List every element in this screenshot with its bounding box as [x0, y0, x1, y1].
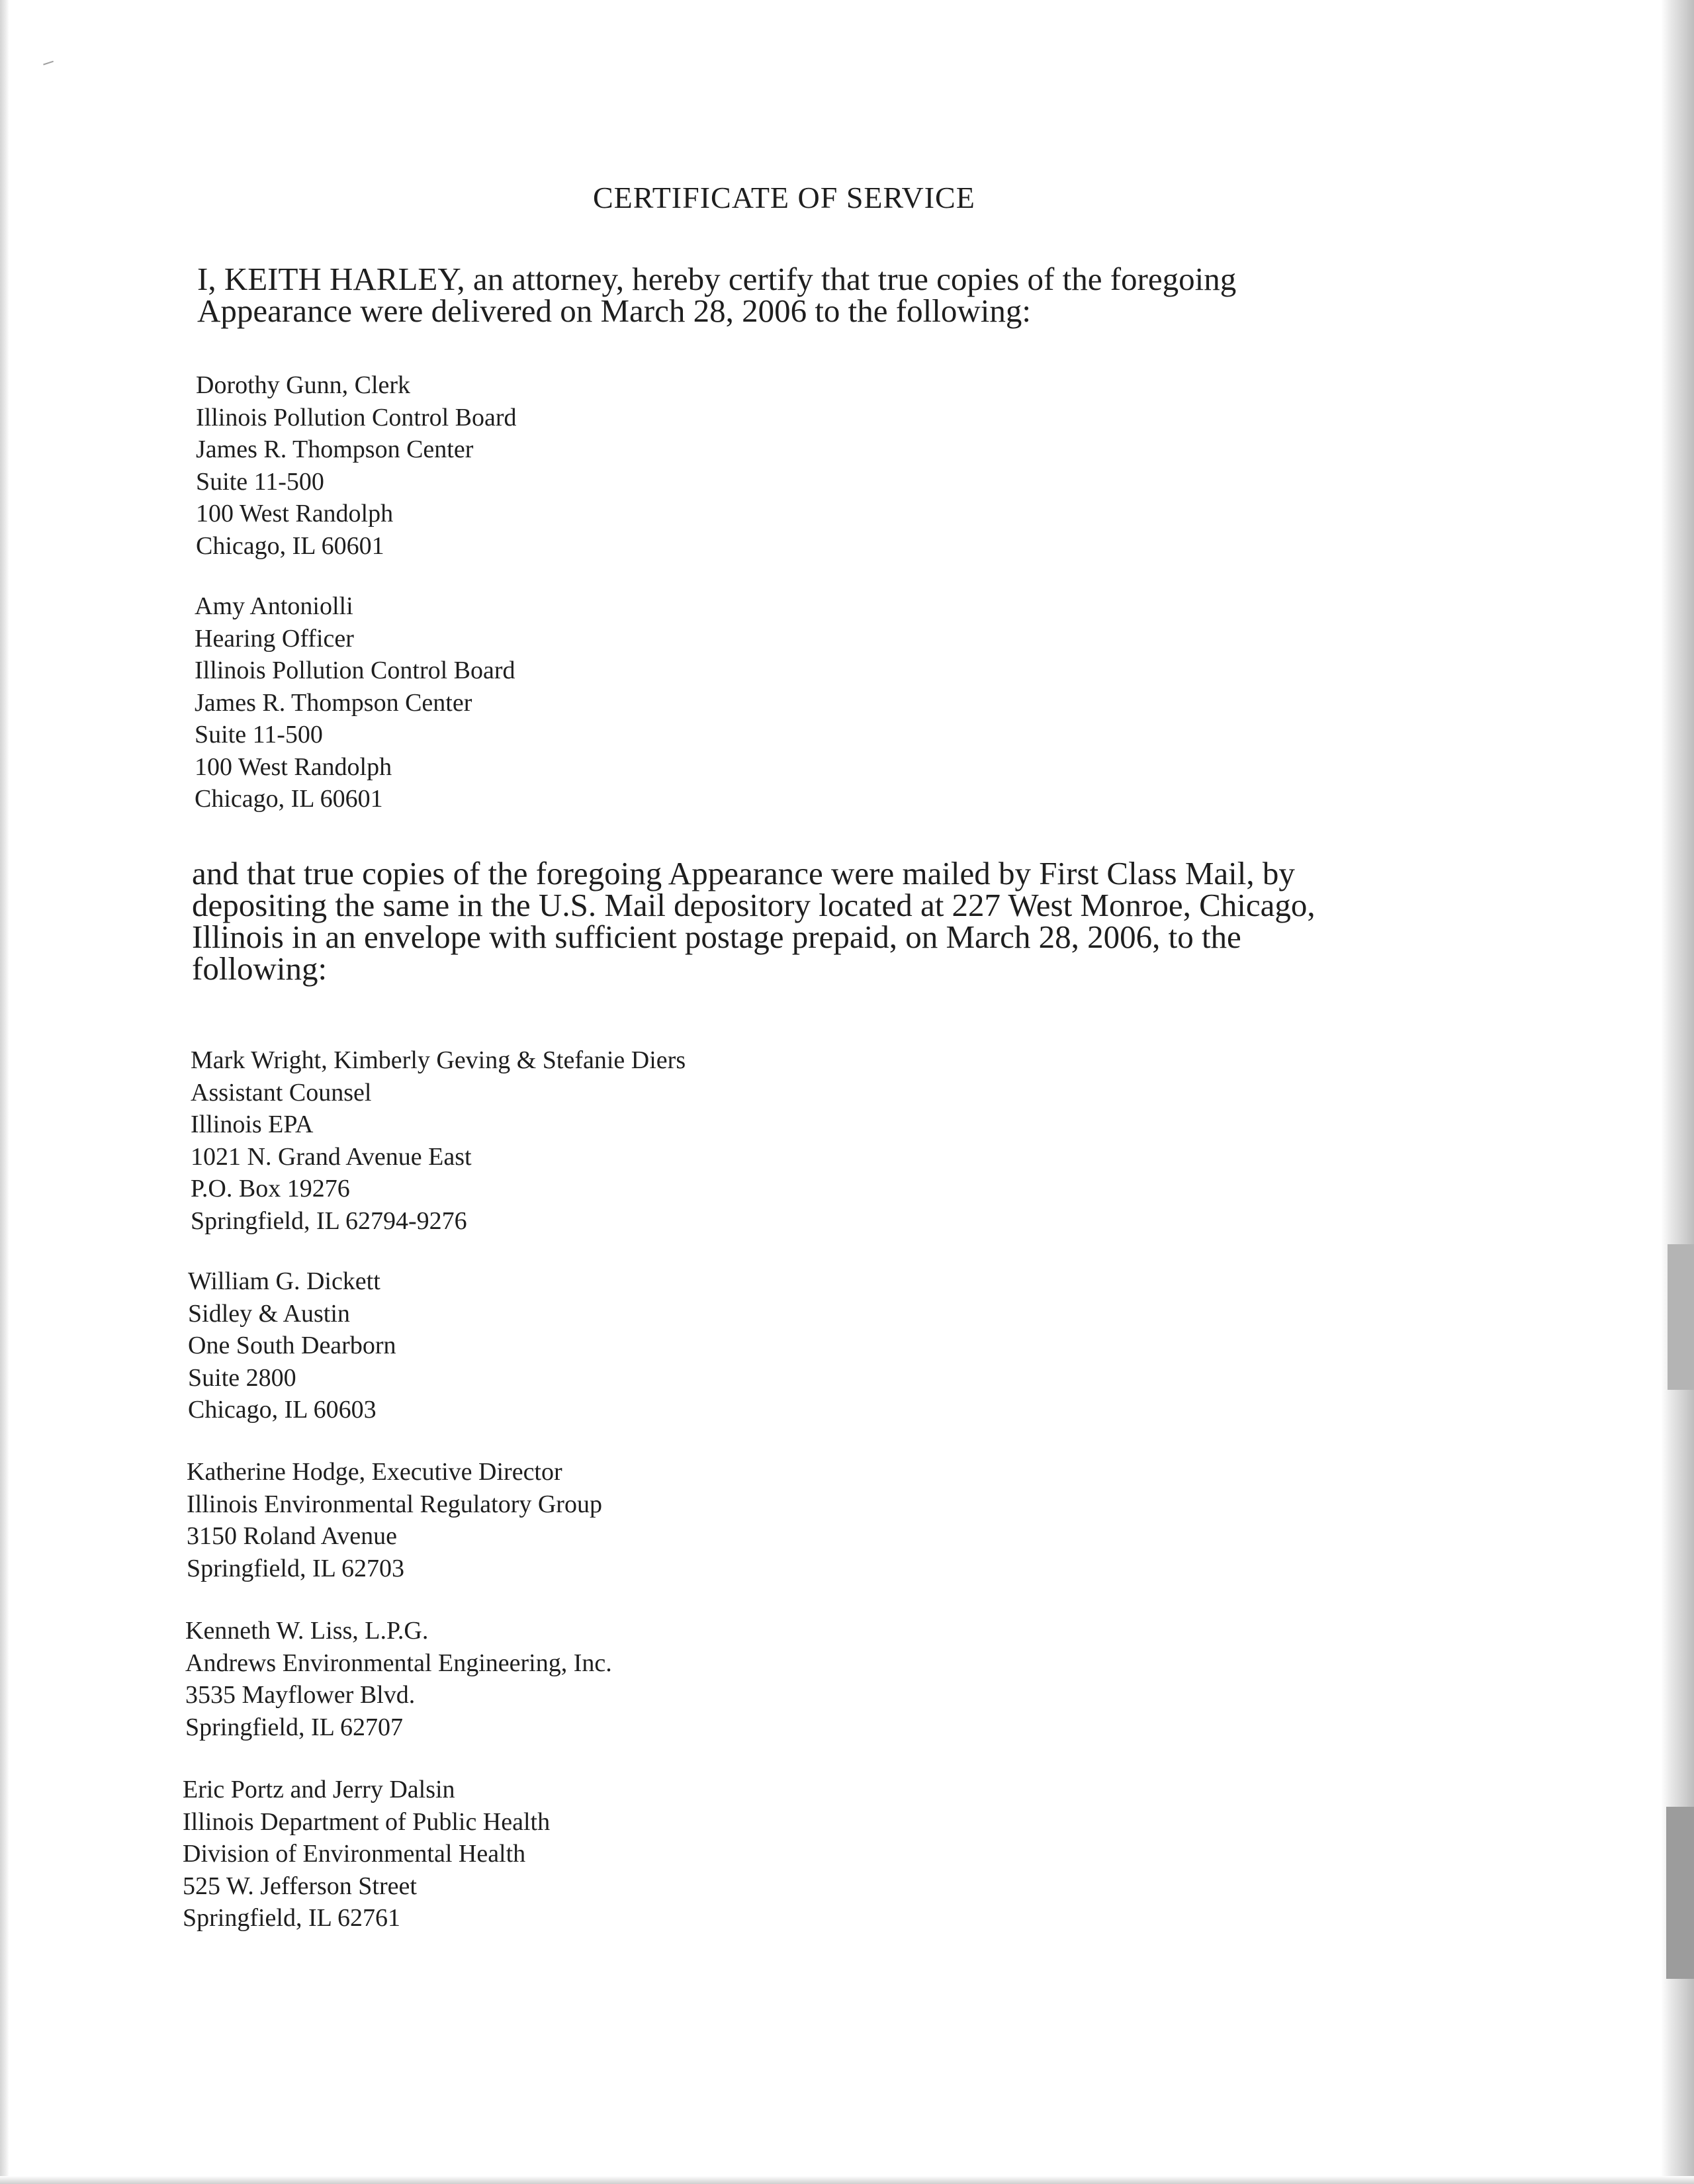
recipient-address-block — [195, 590, 515, 815]
intro-line: I, KEITH HARLEY, an attorney, hereby certify that true copies of the foregoing — [197, 261, 1237, 297]
recipient-address-block — [191, 1044, 686, 1237]
recipient-name: Dorothy Gunn, Clerk — [196, 371, 411, 399]
address-line: P.O. Box 19276 — [191, 1175, 350, 1203]
address-line: 1021 N. Grand Avenue East — [191, 1142, 472, 1171]
address-line: Division of Environmental Health — [183, 1840, 526, 1868]
address-line: Hearing Officer — [195, 624, 354, 653]
address-line: Chicago, IL 60601 — [196, 531, 384, 560]
recipient-name: William G. Dickett — [188, 1267, 380, 1295]
address-line: Assistant Counsel — [191, 1078, 372, 1107]
recipient-name: Kenneth W. Liss, L.P.G. — [185, 1617, 429, 1645]
recipient-name: Mark Wright, Kimberly Geving & Stefanie Diers — [191, 1046, 686, 1074]
address-line: Chicago, IL 60601 — [195, 785, 383, 813]
scan-shadow-mid — [1668, 1244, 1694, 1390]
address-line: Andrews Environmental Engineering, Inc. — [185, 1649, 612, 1677]
mail-paragraph — [192, 855, 1315, 987]
intro-line: Appearance were delivered on March 28, 2006 to the following: — [197, 293, 1031, 329]
address-line: Sidley & Austin — [188, 1299, 350, 1328]
address-line: Illinois Pollution Control Board — [196, 403, 517, 432]
address-line: Illinois EPA — [191, 1111, 314, 1138]
address-line: Suite 11-500 — [195, 721, 323, 749]
address-line: Springfield, IL 62707 — [185, 1713, 403, 1741]
recipient-name: Eric Portz and Jerry Dalsin — [183, 1776, 455, 1803]
scan-edge-left — [0, 0, 9, 2184]
address-line: Illinois Pollution Control Board — [195, 657, 515, 684]
address-line: 3535 Mayflower Blvd. — [185, 1681, 416, 1709]
address-line: 100 West Randolph — [196, 500, 394, 527]
address-line: Suite 2800 — [188, 1363, 296, 1392]
address-line: 3150 Roland Avenue — [187, 1522, 398, 1550]
mail-line: following: — [192, 950, 328, 987]
document-title: CERTIFICATE OF SERVICE — [593, 181, 975, 214]
mail-line: Illinois in an envelope with sufficient postage prepaid, on March 28, 2006, to the — [192, 919, 1241, 955]
recipient-address-block — [196, 369, 517, 562]
address-line: Springfield, IL 62794-9276 — [191, 1206, 467, 1235]
recipient-name: Amy Antoniolli — [195, 592, 353, 620]
scan-speck — [43, 61, 55, 69]
mail-line: and that true copies of the foregoing Appearance were mailed by First Class Mail, by — [192, 855, 1295, 891]
scan-edge-bottom — [0, 2176, 1694, 2184]
address-line: James R. Thompson Center — [196, 435, 474, 463]
address-line: Chicago, IL 60603 — [188, 1396, 377, 1424]
recipient-address-block — [187, 1456, 602, 1584]
recipient-address-block — [183, 1774, 550, 1934]
address-line: Springfield, IL 62761 — [183, 1904, 400, 1932]
address-line: Illinois Department of Public Health — [183, 1807, 551, 1836]
mail-line: depositing the same in the U.S. Mail depository located at 227 West Monroe, Chicago, — [192, 887, 1315, 923]
scan-shadow-dark — [1666, 1807, 1694, 1979]
address-line: One South Dearborn — [188, 1332, 396, 1359]
address-line: 525 W. Jefferson Street — [183, 1872, 417, 1900]
recipient-address-block — [185, 1615, 612, 1743]
recipient-address-block — [188, 1265, 396, 1426]
intro-paragraph — [197, 263, 1236, 327]
recipient-name: Katherine Hodge, Executive Director — [187, 1458, 562, 1486]
address-line: 100 West Randolph — [195, 752, 392, 781]
address-line: Suite 11-500 — [196, 467, 324, 496]
address-line: James R. Thompson Center — [195, 688, 472, 717]
address-line: Springfield, IL 62703 — [187, 1554, 404, 1582]
address-line: Illinois Environmental Regulatory Group — [187, 1490, 602, 1518]
